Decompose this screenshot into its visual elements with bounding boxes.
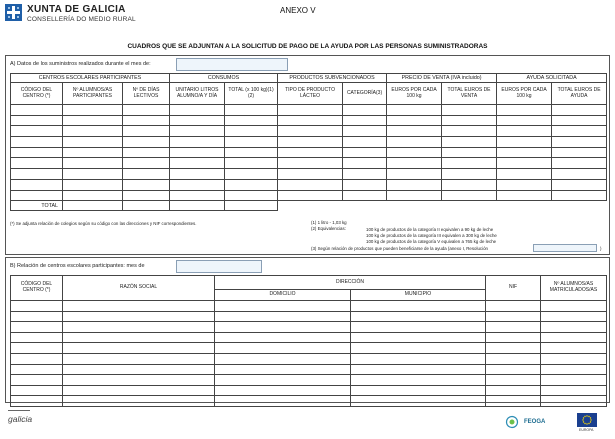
table-cell[interactable] — [215, 332, 351, 343]
table-cell[interactable] — [11, 137, 63, 148]
table-cell[interactable] — [225, 137, 278, 148]
table-cell[interactable] — [541, 396, 607, 407]
total-cell[interactable] — [170, 201, 225, 211]
annex-label: ANEXO V — [280, 6, 316, 15]
table-cell[interactable] — [387, 158, 442, 169]
table-cell[interactable] — [123, 158, 170, 169]
table-cell[interactable] — [343, 115, 387, 126]
table-cell[interactable] — [278, 190, 343, 201]
table-cell[interactable] — [442, 190, 497, 201]
table-cell[interactable] — [486, 385, 541, 396]
total-label: TOTAL — [11, 201, 63, 211]
table-cell[interactable] — [278, 158, 343, 169]
table-cell[interactable] — [215, 301, 351, 312]
table-cell[interactable] — [63, 190, 123, 201]
table-cell[interactable] — [170, 169, 225, 180]
table-cell[interactable] — [11, 158, 63, 169]
table-cell[interactable] — [552, 115, 607, 126]
col-alumnos: Nº ALUMNOS/AS PARTICIPANTES — [63, 83, 123, 105]
table-cell[interactable] — [486, 311, 541, 322]
col-total-kg: TOTAL (x 100 kg)(1)(2) — [225, 83, 278, 105]
table-cell[interactable] — [11, 375, 63, 386]
table-cell[interactable] — [11, 115, 63, 126]
equivalence-3: 100 kg de productos de la categoría V equivalen a 765 kg de leche — [366, 239, 497, 244]
col-b-alumnos: Nº ALUMNOS/AS MATRICULADOS/AS — [541, 276, 607, 301]
table-cell[interactable] — [11, 385, 63, 396]
table-cell[interactable] — [63, 169, 123, 180]
table-cell[interactable] — [123, 137, 170, 148]
table-cell[interactable] — [486, 375, 541, 386]
col-total-euros-ayuda: TOTAL EUROS DE AYUDA — [552, 83, 607, 105]
table-cell[interactable] — [351, 353, 486, 364]
table-cell[interactable] — [486, 322, 541, 333]
eu-label: EUROPA — [579, 428, 594, 432]
table-cell[interactable] — [63, 375, 215, 386]
table-row — [11, 322, 607, 333]
table-cell[interactable] — [170, 179, 225, 190]
table-cell[interactable] — [351, 375, 486, 386]
table-cell[interactable] — [215, 385, 351, 396]
table-cell[interactable] — [11, 396, 63, 407]
equivalence-2: 100 kg de productos de la categoría III equivalen a 300 kg de leche — [366, 233, 497, 238]
table-cell[interactable] — [215, 364, 351, 375]
table-cell[interactable] — [351, 364, 486, 375]
table-row — [11, 115, 607, 126]
table-cell[interactable] — [442, 147, 497, 158]
table-cell[interactable] — [11, 179, 63, 190]
section-a-supplies — [5, 55, 610, 255]
table-cell[interactable] — [11, 343, 63, 354]
table-cell[interactable] — [11, 353, 63, 364]
group-centros: CENTROS ESCOLARES PARTICIPANTES — [11, 74, 170, 83]
table-cell[interactable] — [497, 179, 552, 190]
table-cell[interactable] — [552, 179, 607, 190]
group-ayuda: AYUDA SOLICITADA — [497, 74, 607, 83]
col-b-codigo: CÓDIGO DEL CENTRO (*) — [11, 276, 63, 301]
table-cell[interactable] — [278, 179, 343, 190]
table-cell[interactable] — [11, 147, 63, 158]
table-cell[interactable] — [123, 179, 170, 190]
table-cell[interactable] — [278, 126, 343, 137]
table-cell[interactable] — [63, 322, 215, 333]
table-cell[interactable] — [552, 158, 607, 169]
blank-cell — [442, 201, 497, 211]
table-cell[interactable] — [497, 147, 552, 158]
page-header — [0, 0, 615, 40]
note-3: (3) Según relación de productos que pueden beneficiarse de la ayuda (anexo I, Resolución — [311, 246, 488, 251]
col-unitario-litros: UNITARIO LITROS ALUMNO/A Y DÍA — [170, 83, 225, 105]
table-cell[interactable] — [552, 169, 607, 180]
table-row — [11, 137, 607, 148]
blank-cell — [497, 201, 552, 211]
table-cell[interactable] — [170, 190, 225, 201]
table-cell[interactable] — [541, 364, 607, 375]
table-cell[interactable] — [387, 190, 442, 201]
table-cell[interactable] — [541, 343, 607, 354]
table-cell[interactable] — [63, 137, 123, 148]
table-cell[interactable] — [63, 353, 215, 364]
table-cell[interactable] — [497, 126, 552, 137]
xunta-cross-logo-icon — [5, 4, 22, 21]
table-cell[interactable] — [343, 137, 387, 148]
table-row — [11, 190, 607, 201]
table-cell[interactable] — [387, 137, 442, 148]
table-cell[interactable] — [442, 158, 497, 169]
col-b-domicilio: DOMICILIO — [215, 290, 351, 301]
footer-divider — [8, 410, 30, 411]
table-cell[interactable] — [351, 332, 486, 343]
table-cell[interactable] — [541, 385, 607, 396]
table-cell[interactable] — [278, 169, 343, 180]
table-row — [11, 179, 607, 190]
table-row — [11, 396, 607, 407]
table-cell[interactable] — [541, 332, 607, 343]
table-cell[interactable] — [486, 353, 541, 364]
table-cell[interactable] — [442, 179, 497, 190]
table-row — [11, 332, 607, 343]
table-cell[interactable] — [63, 343, 215, 354]
table-cell[interactable] — [387, 126, 442, 137]
table-cell[interactable] — [541, 322, 607, 333]
table-cell[interactable] — [63, 332, 215, 343]
table-cell[interactable] — [343, 169, 387, 180]
table-cell[interactable] — [11, 105, 63, 116]
supplies-table — [10, 73, 607, 211]
table-cell[interactable] — [225, 126, 278, 137]
group-productos: PRODUCTOS SUBVENCIONADOS — [278, 74, 387, 83]
table-cell[interactable] — [497, 115, 552, 126]
table-cell[interactable] — [123, 190, 170, 201]
table-cell[interactable] — [225, 190, 278, 201]
total-cell[interactable] — [225, 201, 278, 211]
table-cell[interactable] — [541, 353, 607, 364]
table-cell[interactable] — [442, 115, 497, 126]
table-cell[interactable] — [11, 301, 63, 312]
col-b-direccion: DIRECCIÓN — [215, 276, 486, 290]
table-cell[interactable] — [497, 190, 552, 201]
col-b-nif: NIF — [486, 276, 541, 301]
col-b-razon-social: RAZÓN SOCIAL — [63, 276, 215, 301]
equivalence-1: 100 kg de productos de la categoría II equivalen a 90 kg de leche — [366, 227, 494, 232]
table-cell[interactable] — [63, 126, 123, 137]
note-2: (2) Equivalencias: — [311, 226, 346, 231]
table-cell[interactable] — [63, 179, 123, 190]
table-cell[interactable] — [552, 137, 607, 148]
group-consumos: CONSUMOS — [170, 74, 278, 83]
table-cell[interactable] — [486, 343, 541, 354]
centres-table — [10, 275, 607, 407]
table-cell[interactable] — [215, 353, 351, 364]
table-cell[interactable] — [442, 169, 497, 180]
table-cell[interactable] — [123, 147, 170, 158]
table-cell[interactable] — [351, 322, 486, 333]
table-cell[interactable] — [225, 169, 278, 180]
table-cell[interactable] — [63, 147, 123, 158]
table-cell[interactable] — [541, 311, 607, 322]
table-row — [11, 158, 607, 169]
table-cell[interactable] — [343, 190, 387, 201]
table-cell[interactable] — [351, 301, 486, 312]
col-b-municipio: MUNICIPIO — [351, 290, 486, 301]
resolution-input[interactable] — [533, 244, 597, 252]
table-cell[interactable] — [552, 105, 607, 116]
total-cell[interactable] — [123, 201, 170, 211]
org-department: CONSELLERÍA DO MEDIO RURAL — [27, 16, 136, 23]
table-cell[interactable] — [63, 385, 215, 396]
table-row — [11, 147, 607, 158]
col-dias-lectivos: Nº DE DÍAS LECTIVOS — [123, 83, 170, 105]
table-cell[interactable] — [351, 385, 486, 396]
table-row — [11, 343, 607, 354]
table-cell[interactable] — [63, 311, 215, 322]
table-cell[interactable] — [170, 126, 225, 137]
col-categoria: CATEGORÍA(3) — [343, 83, 387, 105]
blank-cell — [278, 201, 343, 211]
table-cell[interactable] — [215, 322, 351, 333]
table-cell[interactable] — [225, 115, 278, 126]
table-cell[interactable] — [225, 147, 278, 158]
table-cell[interactable] — [497, 158, 552, 169]
table-row — [11, 126, 607, 137]
note-1: (1) 1 litro - 1,03 kg — [311, 220, 347, 225]
section-b-centres — [5, 257, 610, 403]
table-cell[interactable] — [11, 169, 63, 180]
table-cell[interactable] — [486, 364, 541, 375]
section-b-month-input[interactable] — [176, 260, 262, 273]
table-row — [11, 375, 607, 386]
group-precio: PRECIO DE VENTA (IVA incluido) — [387, 74, 497, 83]
feoga-text: FEOGA — [524, 419, 546, 425]
table-cell[interactable] — [387, 147, 442, 158]
table-cell[interactable] — [63, 158, 123, 169]
section-b-label: B) Relación de centros escolares participantes: mes de — [10, 263, 145, 269]
table-cell[interactable] — [343, 158, 387, 169]
col-codigo-centro: CÓDIGO DEL CENTRO (*) — [11, 83, 63, 105]
table-cell[interactable] — [387, 169, 442, 180]
table-row — [11, 364, 607, 375]
section-a-month-input[interactable] — [176, 58, 288, 71]
table-cell[interactable] — [225, 105, 278, 116]
table-cell[interactable] — [387, 179, 442, 190]
form-title: CUADROS QUE SE ADJUNTAN A LA SOLICITUD DE PAGO DE LA AYUDA POR LAS PERSONAS SUMINISTRADORAS — [127, 43, 488, 50]
table-row — [11, 169, 607, 180]
table-cell[interactable] — [497, 137, 552, 148]
table-cell[interactable] — [63, 115, 123, 126]
table-row — [11, 105, 607, 116]
table-cell[interactable] — [486, 332, 541, 343]
table-cell[interactable] — [170, 137, 225, 148]
col-total-euros-venta: TOTAL EUROS DE VENTA — [442, 83, 497, 105]
table-row — [11, 353, 607, 364]
table-cell[interactable] — [11, 311, 63, 322]
table-cell[interactable] — [225, 179, 278, 190]
table-cell[interactable] — [387, 115, 442, 126]
table-cell[interactable] — [11, 190, 63, 201]
table-cell[interactable] — [170, 158, 225, 169]
table-cell[interactable] — [63, 105, 123, 116]
blank-cell — [343, 201, 387, 211]
table-cell[interactable] — [442, 126, 497, 137]
table-cell[interactable] — [387, 105, 442, 116]
table-cell[interactable] — [343, 126, 387, 137]
table-cell[interactable] — [552, 190, 607, 201]
table-cell[interactable] — [278, 137, 343, 148]
table-cell[interactable] — [552, 147, 607, 158]
table-cell[interactable] — [278, 105, 343, 116]
org-name: XUNTA DE GALICIA — [27, 4, 126, 15]
table-cell[interactable] — [343, 147, 387, 158]
note-star: (*) Se adjunta relación de colegios según su código con las direcciones y NIF correspondientes. — [10, 221, 197, 226]
table-cell[interactable] — [343, 179, 387, 190]
section-a-label: A) Datos de los suministros realizados durante el mes de: — [10, 61, 151, 67]
table-cell[interactable] — [497, 105, 552, 116]
table-cell[interactable] — [351, 343, 486, 354]
galicia-logo: galicia — [8, 414, 33, 424]
total-cell[interactable] — [63, 201, 123, 211]
table-cell[interactable] — [351, 311, 486, 322]
col-euros-100kg-ayuda: EUROS POR CADA 100 kg — [497, 83, 552, 105]
table-cell[interactable] — [225, 158, 278, 169]
table-cell[interactable] — [123, 105, 170, 116]
table-cell[interactable] — [170, 147, 225, 158]
table-cell[interactable] — [541, 375, 607, 386]
table-cell[interactable] — [215, 343, 351, 354]
table-cell[interactable] — [11, 364, 63, 375]
table-cell[interactable] — [442, 105, 497, 116]
blank-cell — [552, 201, 607, 211]
table-cell[interactable] — [343, 105, 387, 116]
table-cell[interactable] — [11, 126, 63, 137]
table-cell[interactable] — [442, 137, 497, 148]
table-cell[interactable] — [170, 115, 225, 126]
table-row — [11, 385, 607, 396]
table-cell[interactable] — [11, 322, 63, 333]
table-cell[interactable] — [63, 364, 215, 375]
table-cell[interactable] — [11, 332, 63, 343]
table-cell[interactable] — [552, 126, 607, 137]
table-cell[interactable] — [351, 396, 486, 407]
table-cell[interactable] — [63, 396, 215, 407]
table-cell[interactable] — [486, 396, 541, 407]
table-cell[interactable] — [278, 115, 343, 126]
note-3-close: ) — [600, 246, 602, 251]
table-cell[interactable] — [63, 301, 215, 312]
table-row — [11, 301, 607, 312]
table-cell[interactable] — [123, 126, 170, 137]
table-cell[interactable] — [123, 169, 170, 180]
table-cell[interactable] — [215, 396, 351, 407]
col-euros-100kg-venta: EUROS POR CADA 100 kg — [387, 83, 442, 105]
table-cell[interactable] — [541, 301, 607, 312]
table-cell[interactable] — [215, 375, 351, 386]
table-row — [11, 311, 607, 322]
table-cell[interactable] — [486, 301, 541, 312]
table-cell[interactable] — [278, 147, 343, 158]
eu-flag-icon — [577, 413, 597, 427]
table-cell[interactable] — [123, 115, 170, 126]
table-cell[interactable] — [497, 169, 552, 180]
col-tipo-producto: TIPO DE PRODUCTO LÁCTEO — [278, 83, 343, 105]
blank-cell — [387, 201, 442, 211]
table-cell[interactable] — [215, 311, 351, 322]
table-cell[interactable] — [170, 105, 225, 116]
